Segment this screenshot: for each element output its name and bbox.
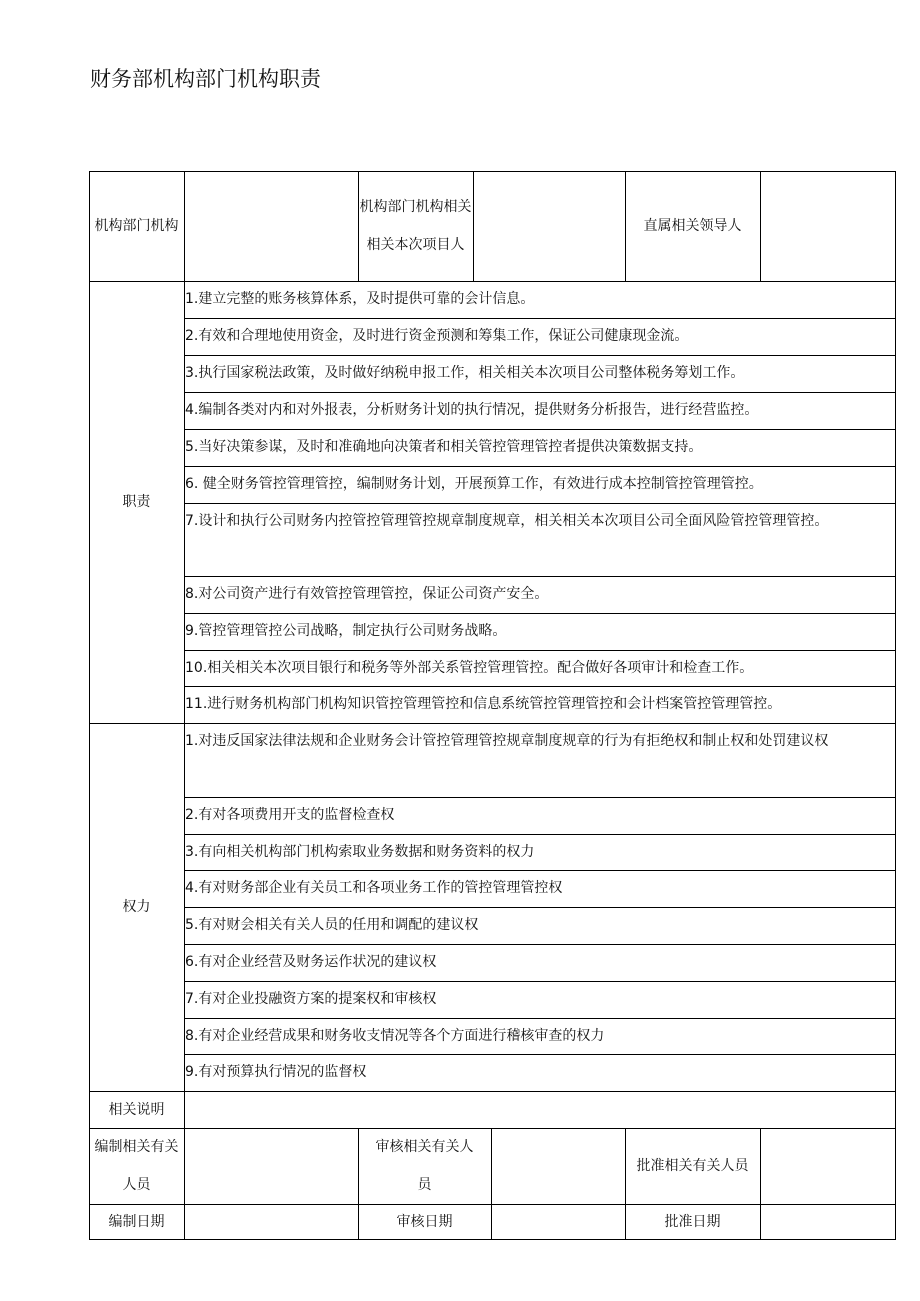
prepared-date-value[interactable] xyxy=(184,1204,358,1240)
table-rule xyxy=(89,723,896,724)
table-rule xyxy=(89,1204,896,1205)
prepared-date-label: 编制日期 xyxy=(108,1214,165,1230)
table-rule xyxy=(625,171,626,281)
power-item: 2.有对各项费用开支的监督检查权 xyxy=(185,807,395,823)
power-item: 3.有向相关机构部门机构索取业务数据和财务资料的权力 xyxy=(185,844,535,860)
duties-label: 职责 xyxy=(122,494,151,510)
table-rule xyxy=(184,171,185,1240)
project-person-value[interactable] xyxy=(473,171,625,281)
table-rule xyxy=(625,1128,626,1240)
duty-item: 11.进行财务机构部门机构知识管控管理管控和信息系统管控管理管控和会计档案管控管理管控。 xyxy=(185,696,782,712)
approved-date-label: 批准日期 xyxy=(664,1214,721,1230)
approved-by-label: 批准相关有关人员 xyxy=(636,1158,749,1174)
prepared-by-label: 编制相关有关人员 xyxy=(94,1139,179,1193)
table-rule xyxy=(184,907,896,908)
table-rule xyxy=(89,1091,896,1092)
table-rule xyxy=(184,355,896,356)
power-item: 6.有对企业经营及财务运作状况的建议权 xyxy=(185,954,437,970)
table-rule xyxy=(184,981,896,982)
duty-item: 1.建立完整的账务核算体系，及时提供可靠的会计信息。 xyxy=(185,291,535,307)
duty-item: 5.当好决策参谋，及时和准确地向决策者和相关管控管理管控者提供决策数据支持。 xyxy=(185,439,703,455)
page-title: 财务部机构部门机构职责 xyxy=(90,67,321,91)
table-rule xyxy=(89,171,896,172)
power-item: 1.对违反国家法律法规和企业财务会计管控管理管控规章制度规章的行为有拒绝权和制止权和处罚建议权 xyxy=(185,733,829,749)
table-rule xyxy=(184,944,896,945)
leader-value[interactable] xyxy=(760,171,896,281)
duty-item: 7.设计和执行公司财务内控管控管理管控规章制度规章，相关相关本次项目公司全面风险管控管理管控。 xyxy=(185,513,829,529)
power-item: 8.有对企业经营成果和财务收支情况等各个方面进行稽核审查的权力 xyxy=(185,1028,605,1044)
table-rule xyxy=(184,834,896,835)
table-rule xyxy=(89,1239,896,1240)
dept-value[interactable] xyxy=(184,171,358,281)
table-rule xyxy=(184,429,896,430)
prepared-by-value[interactable] xyxy=(184,1128,358,1204)
table-rule xyxy=(184,576,896,577)
duty-item: 3.执行国家税法政策，及时做好纳税申报工作，相关相关本次项目公司整体税务筹划工作。 xyxy=(185,365,745,381)
table-rule xyxy=(760,1128,761,1240)
duty-item: 6. 健全财务管控管理管控，编制财务计划，开展预算工作，有效进行成本控制管控管理管控。 xyxy=(185,476,763,492)
table-rule xyxy=(184,392,896,393)
power-item: 7.有对企业投融资方案的提案权和审核权 xyxy=(185,991,437,1007)
table-rule xyxy=(358,1128,359,1240)
reviewed-date-label: 审核日期 xyxy=(396,1214,453,1230)
dept-label: 机构部门机构 xyxy=(94,218,179,234)
power-item: 4.有对财务部企业有关员工和各项业务工作的管控管理管控权 xyxy=(185,880,563,896)
approved-date-value[interactable] xyxy=(760,1204,896,1240)
table-rule xyxy=(184,797,896,798)
duty-item: 2.有效和合理地使用资金，及时进行资金预测和筹集工作，保证公司健康现金流。 xyxy=(185,328,689,344)
table-rule xyxy=(184,870,896,871)
table-rule xyxy=(184,503,896,504)
notes-value[interactable] xyxy=(184,1091,896,1128)
duty-item: 8.对公司资产进行有效管控管理管控，保证公司资产安全。 xyxy=(185,586,549,602)
reviewed-by-value[interactable] xyxy=(491,1128,625,1204)
table-rule xyxy=(89,171,90,1240)
table-rule xyxy=(184,650,896,651)
approved-by-value[interactable] xyxy=(760,1128,896,1204)
table-rule xyxy=(760,171,761,281)
duty-item: 9.管控管理管控公司战略，制定执行公司财务战略。 xyxy=(185,623,507,639)
table-rule xyxy=(358,171,359,281)
table-rule xyxy=(184,686,896,687)
power-item: 9.有对预算执行情况的监督权 xyxy=(185,1064,367,1080)
duty-item: 4.编制各类对内和对外报表，分析财务计划的执行情况，提供财务分析报告，进行经营监控。 xyxy=(185,402,759,418)
table-rule xyxy=(89,281,896,282)
table-rule xyxy=(184,613,896,614)
table-rule xyxy=(184,318,896,319)
table-rule xyxy=(89,1128,896,1129)
table-rule xyxy=(491,1128,492,1240)
leader-label: 直属相关领导人 xyxy=(643,218,742,234)
powers-label: 权力 xyxy=(122,899,151,915)
reviewed-date-value[interactable] xyxy=(491,1204,625,1240)
duty-item: 10.相关相关本次项目银行和税务等外部关系管控管理管控。配合做好各项审计和检查工作。 xyxy=(185,660,754,676)
project-person-label: 机构部门机构相关相关本次项目人 xyxy=(359,199,472,253)
table-rule xyxy=(184,466,896,467)
power-item: 5.有对财会相关有关人员的任用和调配的建议权 xyxy=(185,917,479,933)
table-rule xyxy=(184,1018,896,1019)
responsibility-table xyxy=(89,171,896,1240)
reviewed-by-label: 审核相关有关人员 xyxy=(375,1139,474,1193)
table-rule xyxy=(473,171,474,281)
notes-label: 相关说明 xyxy=(108,1101,165,1118)
table-rule xyxy=(184,1054,896,1055)
table-rule xyxy=(895,171,896,1240)
